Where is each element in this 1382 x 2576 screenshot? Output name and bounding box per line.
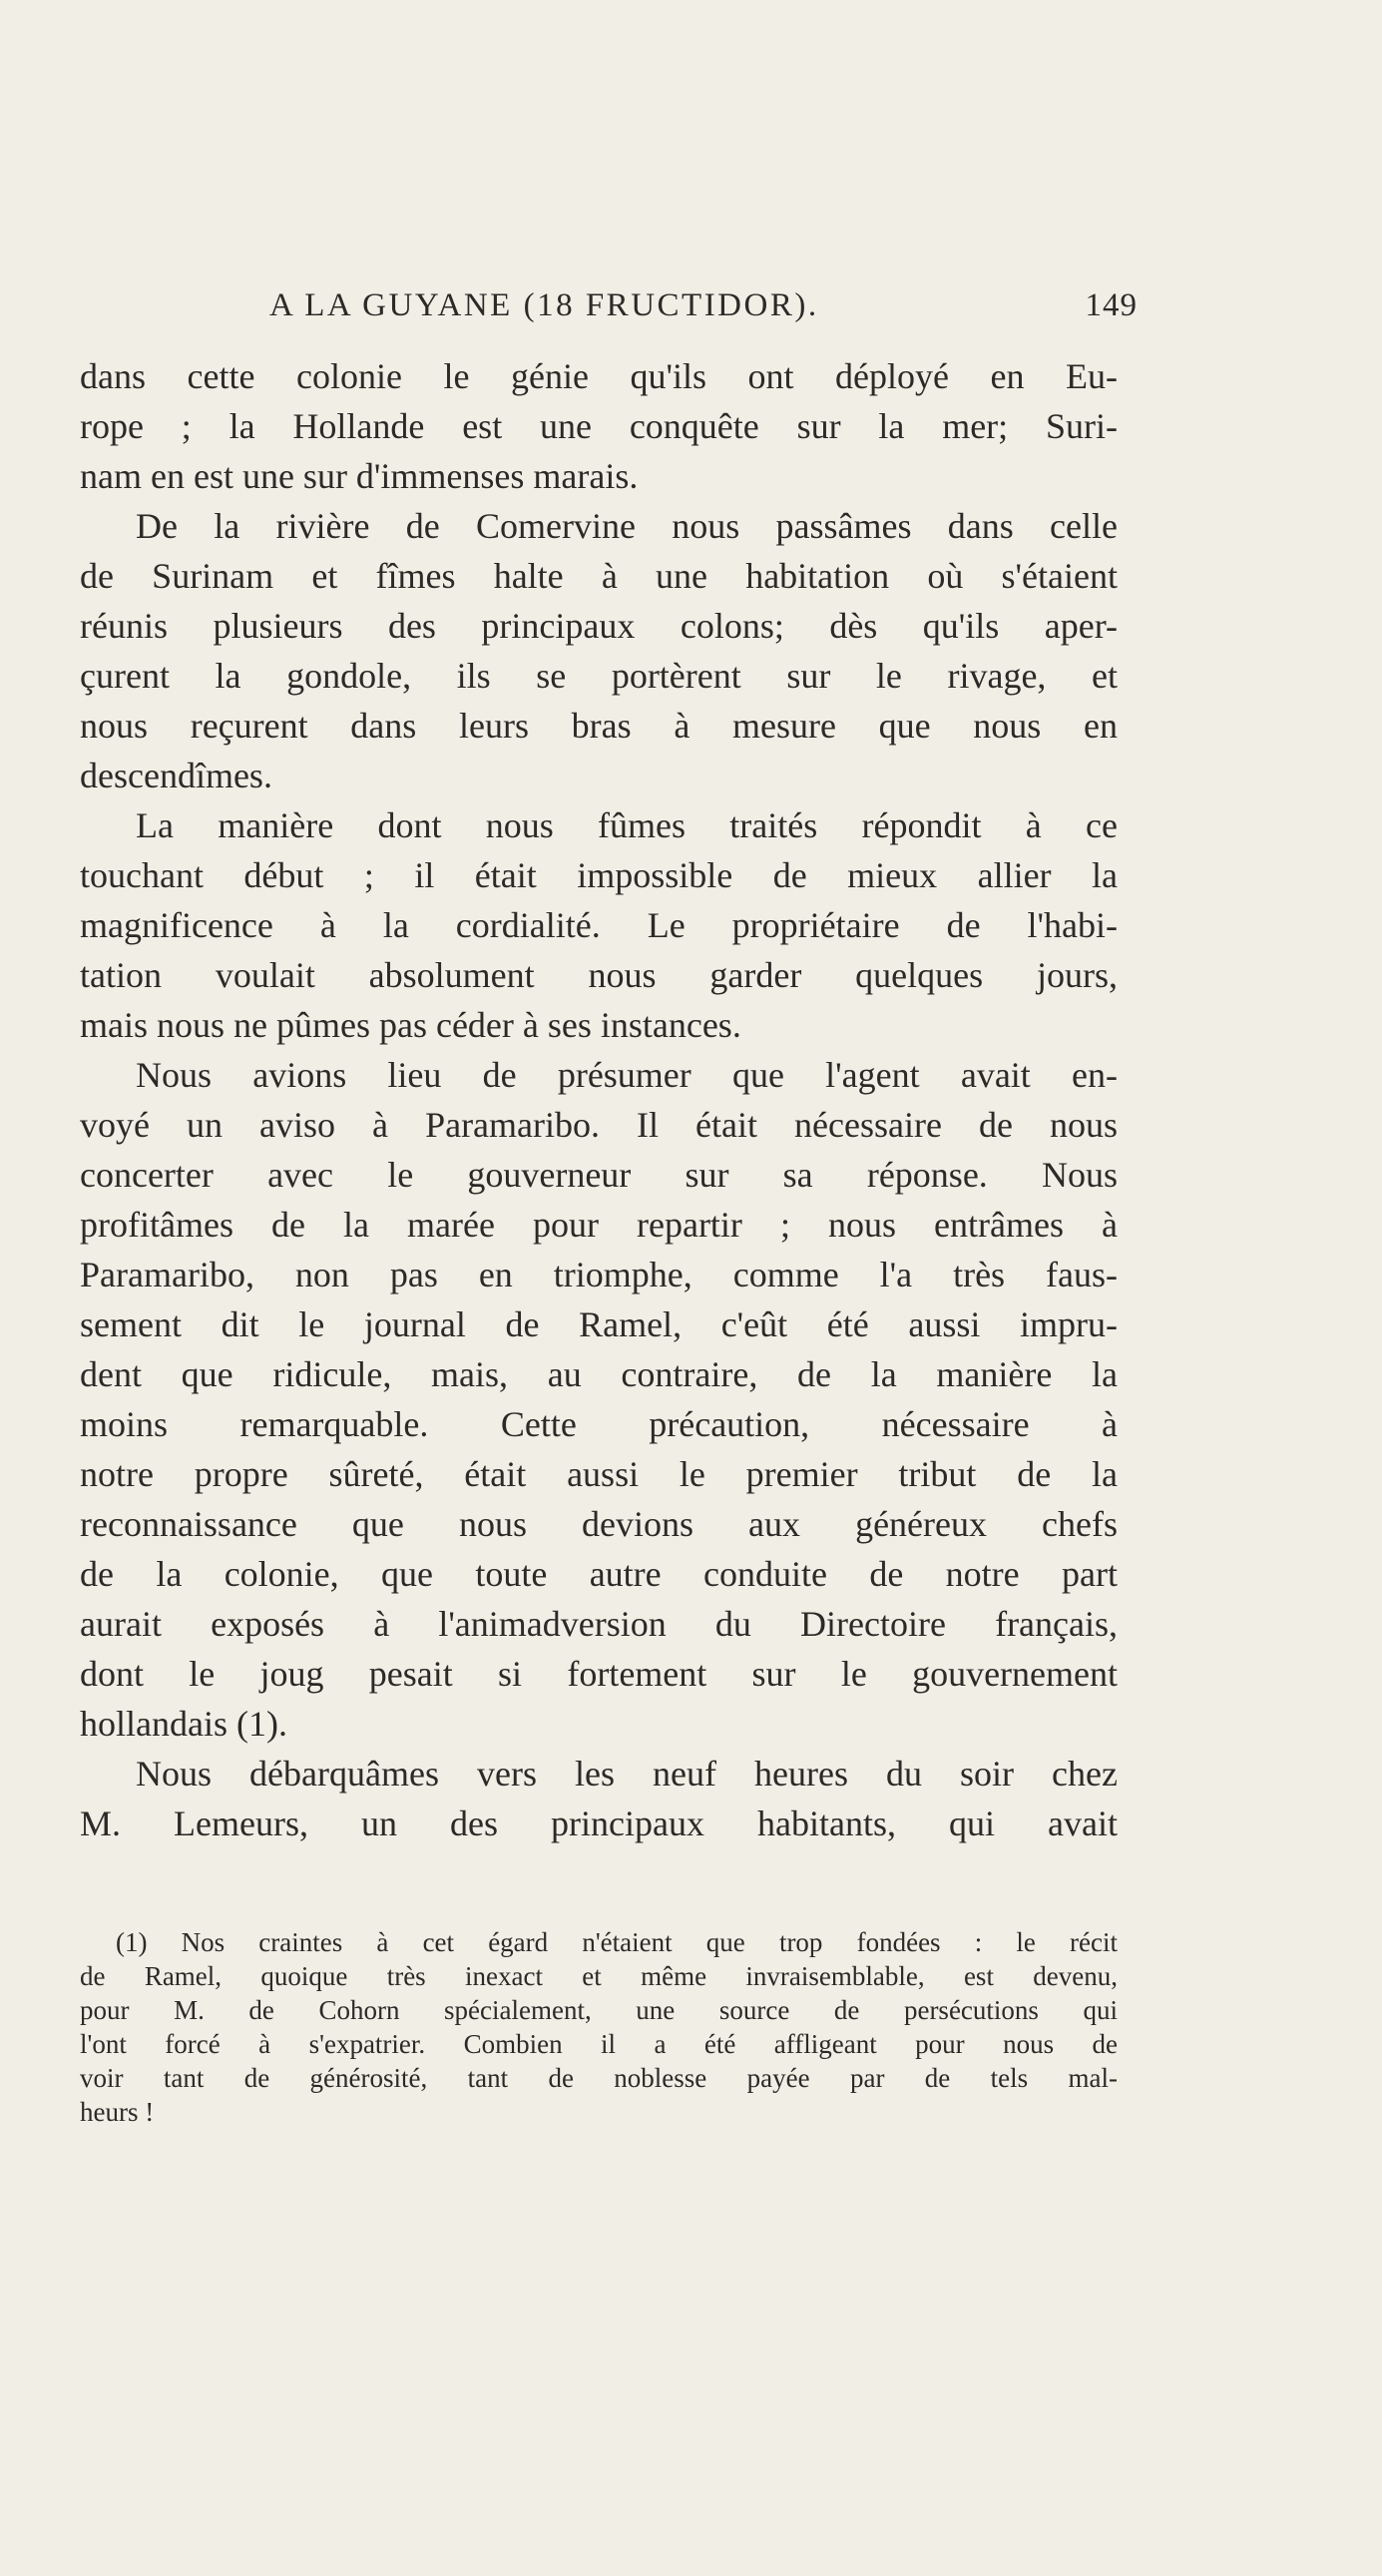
text-line: profitâmes de la marée pour repartir ; nous entrâmes à bbox=[80, 1205, 1118, 1245]
text-line: M. Lemeurs, un des principaux habitants, qui avait bbox=[80, 1803, 1118, 1843]
body-text bbox=[80, 351, 1118, 1848]
text-line: dans cette colonie le génie qu'ils ont déployé en Eu- bbox=[80, 356, 1118, 396]
footnote-line: voir tant de générosité, tant de noblesse payée par de tels mal- bbox=[80, 2063, 1118, 2093]
footnote-line: (1) Nos craintes à cet égard n'étaient que trop fondées : le récit bbox=[116, 1927, 1118, 1957]
text-line: moins remarquable. Cette précaution, nécessaire à bbox=[80, 1404, 1118, 1444]
text-line: Nous débarquâmes vers les neuf heures du soir chez bbox=[136, 1754, 1118, 1794]
footnote-line: de Ramel, quoique très inexact et même invraisemblable, est devenu, bbox=[80, 1961, 1118, 1991]
text-line: De la rivière de Comervine nous passâmes dans celle bbox=[136, 506, 1118, 546]
text-line: rope ; la Hollande est une conquête sur la mer; Suri- bbox=[80, 406, 1118, 446]
footnote-line: pour M. de Cohorn spécialement, une source de persécutions qui bbox=[80, 1995, 1118, 2025]
text-line: voyé un aviso à Paramaribo. Il était nécessaire de nous bbox=[80, 1105, 1118, 1145]
text-line: sement dit le journal de Ramel, c'eût été aussi impru- bbox=[80, 1304, 1118, 1344]
text-line: concerter avec le gouverneur sur sa réponse. Nous bbox=[80, 1155, 1118, 1195]
text-line: dont le joug pesait si fortement sur le gouvernement bbox=[80, 1654, 1118, 1694]
text-line: notre propre sûreté, était aussi le premier tribut de la bbox=[80, 1454, 1118, 1494]
text-line: nous reçurent dans leurs bras à mesure que nous en bbox=[80, 706, 1118, 746]
text-line: La manière dont nous fûmes traités répondit à ce bbox=[136, 805, 1118, 845]
text-line: de la colonie, que toute autre conduite de notre part bbox=[80, 1554, 1118, 1594]
footnote-line: heurs ! bbox=[80, 2097, 155, 2127]
text-line: reconnaissance que nous devions aux généreux chefs bbox=[80, 1504, 1118, 1544]
footnote bbox=[80, 1925, 1118, 2129]
page-number: 149 bbox=[1085, 287, 1138, 323]
text-line: touchant début ; il était impossible de mieux allier la bbox=[80, 855, 1118, 895]
text-line: réunis plusieurs des principaux colons; dès qu'ils aper- bbox=[80, 606, 1118, 646]
footnote-line: l'ont forcé à s'expatrier. Combien il a été affligeant pour nous de bbox=[80, 2029, 1118, 2059]
text-line: aurait exposés à l'animadversion du Directoire français, bbox=[80, 1604, 1118, 1644]
text-line: nam en est une sur d'immenses marais. bbox=[80, 456, 639, 496]
text-line: magnificence à la cordialité. Le propriétaire de l'habi- bbox=[80, 905, 1118, 945]
text-line: Paramaribo, non pas en triomphe, comme l'a très faus- bbox=[80, 1255, 1118, 1294]
text-line: çurent la gondole, ils se portèrent sur le rivage, et bbox=[80, 656, 1118, 696]
text-line: dent que ridicule, mais, au contraire, de la manière la bbox=[80, 1354, 1118, 1394]
text-line: mais nous ne pûmes pas céder à ses instances. bbox=[80, 1005, 741, 1045]
text-line: descendîmes. bbox=[80, 756, 272, 795]
text-line: tation voulait absolument nous garder quelques jours, bbox=[80, 955, 1118, 995]
text-line: hollandais (1). bbox=[80, 1704, 287, 1744]
text-line: de Surinam et fîmes halte à une habitation où s'étaient bbox=[80, 556, 1118, 596]
running-title: A LA GUYANE (18 FRUCTIDOR). bbox=[269, 287, 819, 323]
text-line: Nous avions lieu de présumer que l'agent avait en- bbox=[136, 1055, 1118, 1095]
running-head bbox=[269, 287, 1138, 333]
